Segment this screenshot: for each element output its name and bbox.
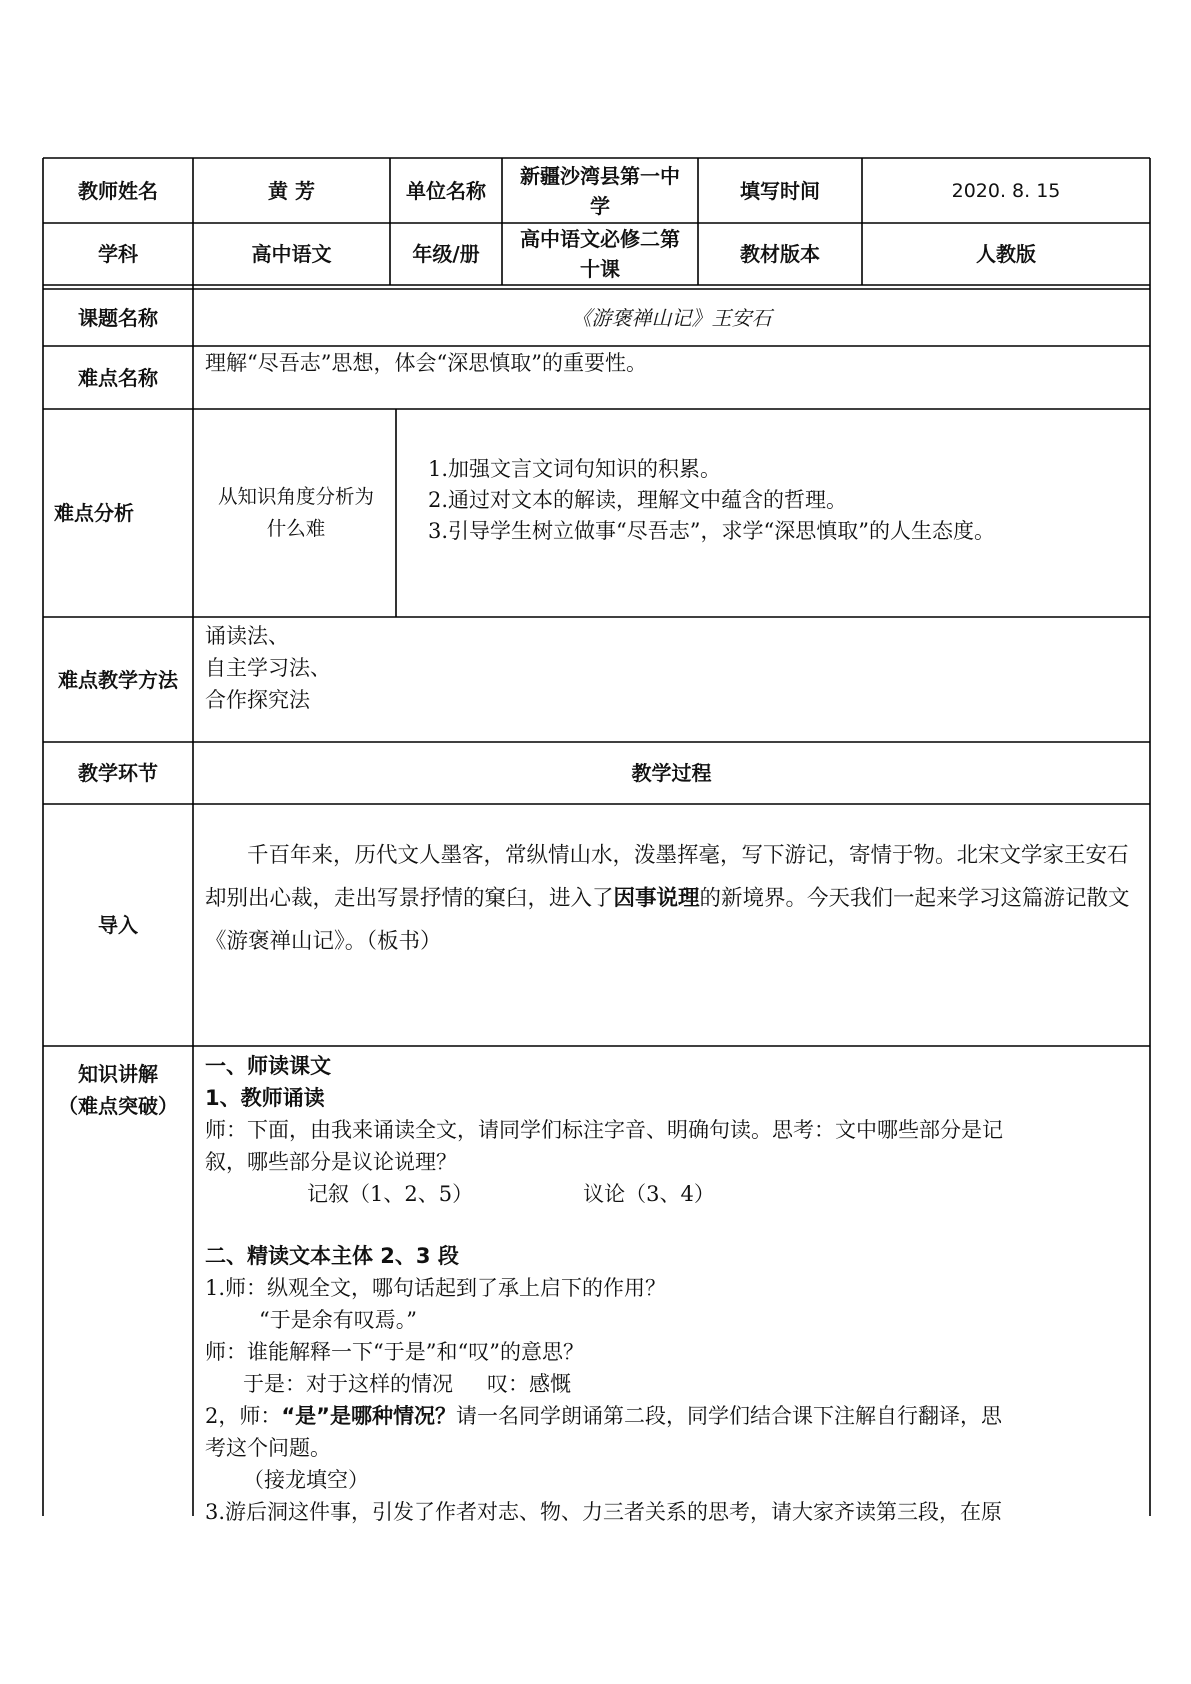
- intro-text-bold: 因事说理: [613, 886, 700, 911]
- difficulty-label: 难点名称: [78, 365, 158, 390]
- analysis-item: 1.加强文言文词句知识的积累。: [428, 457, 722, 481]
- unit-name-label: 单位名称: [406, 178, 486, 203]
- difficulty-value: 理解“尽吾志”思想，体会“深思慎取”的重要性。: [205, 351, 647, 375]
- grade-label: 年级/册: [412, 242, 480, 266]
- subject-value: 高中语文: [251, 242, 332, 266]
- question-2-rest: 请一名同学朗诵第二段，同学们结合课下注解自行翻译，思: [455, 1404, 1002, 1428]
- knowledge-label-line1: 知识讲解: [78, 1062, 158, 1086]
- question-2-line2: 考这个问题。: [205, 1436, 331, 1460]
- method-item: 合作探究法: [205, 688, 310, 712]
- methods-label: 难点教学方法: [58, 667, 178, 692]
- process-label: 教学过程: [631, 761, 712, 785]
- section1-title: 一、师读课文: [205, 1054, 331, 1078]
- textbook-value: 人教版: [976, 242, 1036, 266]
- analysis-label: 难点分析: [54, 501, 134, 525]
- subject-label: 学科: [98, 242, 138, 266]
- teacher-name-label: 教师姓名: [78, 178, 158, 203]
- method-item: 诵读法、: [205, 624, 289, 648]
- methods-list: [205, 620, 1105, 716]
- analysis-sublabel-line1: 从知识角度分析为: [217, 485, 374, 508]
- intro-label: 导入: [98, 913, 138, 937]
- teacher-name-value: 黄 芳: [268, 178, 315, 203]
- question-2: [205, 1400, 1145, 1432]
- intro-text: [205, 834, 1143, 963]
- analysis-sublabel-line2: 什么难: [266, 517, 326, 540]
- knowledge-label: [43, 1050, 193, 1130]
- unit-name-value: 新疆沙湾县第一中学: [520, 163, 680, 218]
- knowledge-label-line2: （难点突破）: [58, 1094, 178, 1118]
- fill-time-label: 填写时间: [740, 178, 820, 203]
- teacher-line-cont: 叙，哪些部分是议论说理？: [205, 1150, 457, 1174]
- teacher-line: 师：下面，由我来诵读全文，请同学们标注字音、明确句读。思考：文中哪些部分是记: [205, 1118, 1003, 1142]
- analysis-item: 3.引导学生树立做事“尽吾志”，求学“深思慎取”的人生态度。: [428, 519, 995, 543]
- topic-label: 课题名称: [78, 305, 158, 330]
- intro-text-after: 的新境界。今天我们一起来学习这篇游记散文《游褒禅山记》。（板书）: [205, 886, 1130, 954]
- question-2-note: （接龙填空）: [243, 1468, 369, 1492]
- question-2-bold: “是”是哪种情况？: [281, 1404, 456, 1428]
- intro-text-before: 千百年来，历代文人墨客，常纵情山水，泼墨挥毫，写下游记，寄情于物。北宋文学家王安石却别出心裁，走出写景抒情的窠臼，进入了: [205, 843, 1129, 911]
- question-1-meanings: [205, 1368, 1145, 1400]
- knowledge-content: [205, 1050, 1145, 1528]
- method-item: 自主学习法、: [205, 656, 331, 680]
- question-2-prefix: 2，师：: [205, 1404, 282, 1428]
- section2-title: 二、精读文本主体 2、3 段: [205, 1244, 459, 1268]
- question-1-follow: 师：谁能解释一下“于是”和“叹”的意思？: [205, 1340, 584, 1364]
- section1-subtitle: 1、教师诵读: [205, 1086, 325, 1110]
- textbook-label: 教材版本: [740, 242, 820, 266]
- analysis-item: 2.通过对文本的解读，理解文中蕴含的哲理。: [428, 488, 848, 512]
- analysis-list: [428, 454, 1146, 547]
- analysis-sublabel: [196, 409, 396, 617]
- question-1: 1.师：纵观全文，哪句话起到了承上启下的作用？: [205, 1276, 667, 1300]
- narration-text: 记叙（1、2、5）: [307, 1182, 474, 1206]
- argument-text: 议论（3、4）: [583, 1182, 715, 1206]
- question-3: 3.游后洞这件事，引发了作者对志、物、力三者关系的思考，请大家齐读第三段，在原: [205, 1500, 1003, 1524]
- intro-paragraph: [205, 834, 1143, 963]
- stage-label: 教学环节: [78, 761, 158, 785]
- question-1-answer: “于是余有叹焉。”: [259, 1308, 417, 1332]
- meaning-1: 于是：对于这样的情况: [243, 1372, 453, 1396]
- narration-argument: [205, 1178, 1145, 1210]
- topic-value: 《游褒禅山记》王安石: [571, 305, 772, 330]
- grade-value: 高中语文必修二第十课: [520, 227, 680, 281]
- fill-time-value: 2020. 8. 15: [951, 179, 1061, 202]
- meaning-2: 叹：感慨: [487, 1372, 571, 1396]
